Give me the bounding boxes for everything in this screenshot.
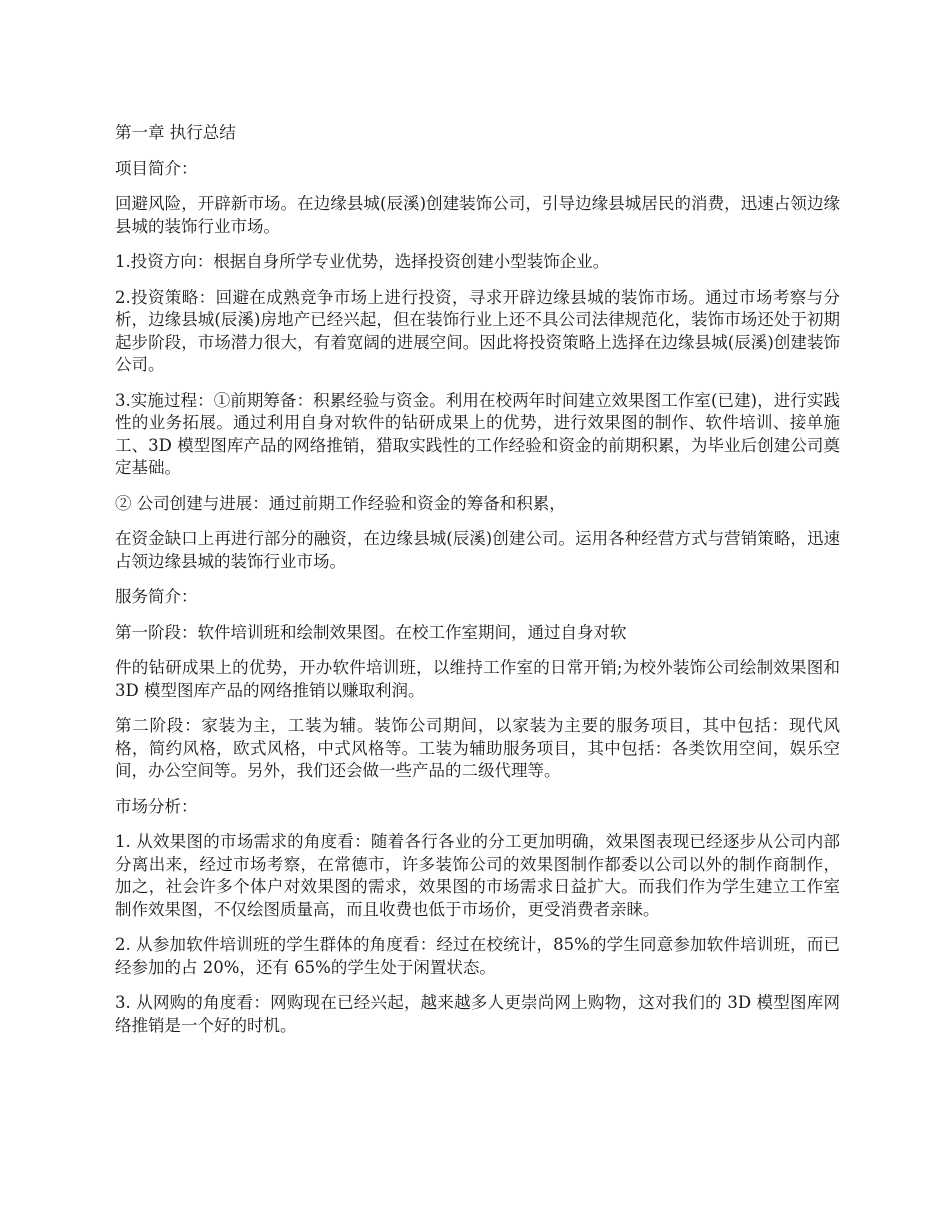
paragraph-market-3: 3. 从网购的角度看：网购现在已经兴起，越来越多人更崇尚网上购物，这对我们的 3D 模型图库网络推销是一个好的时机。 [115,993,840,1035]
paragraph-stage-one-cont: 件的钻研成果上的优势，开办软件培训班，以维持工作室的日常开销;为校外装饰公司绘制效果图和 3D 模型图库产品的网络推销以赚取利润。 [115,658,840,700]
paragraph-investment-strategy: 2.投资策略：回避在成熟竞争市场上进行投资，寻求开辟边缘县城的装饰市场。通过市场考察与分析，边缘县城(辰溪)房地产已经兴起，但在装饰行业上还不具公司法律规范化，装饰市场还处于初期起步阶段，市场潜力很大，有着宽阔的进展空间。因此将投资策略上选择在边缘县城(辰溪)创建装饰公司。 [115,287,840,374]
section-heading-services: 服务简介： [115,587,198,606]
paragraph-implementation: 3.实施过程：①前期筹备：积累经验与资金。利用在校两年时间建立效果图工作室(已建)，进行实践性的业务拓展。通过利用自身对软件的钻研成果上的优势，进行效果图的制作、软件培训、接单施工、3D 模型图库产品的网络推销，猎取实践性的工作经验和资金的前期积累，为毕业后创建公司奠定基础。 [115,390,840,477]
paragraph-company-creation: ② 公司创建与进展：通过前期工作经验和资金的筹备和积累， [115,493,566,513]
paragraph-stage-one: 第一阶段：软件培训班和绘制效果图。在校工作室期间，通过自身对软 [115,622,627,642]
paragraph-stage-two: 第二阶段：家装为主，工装为辅。装饰公司期间，以家装为主要的服务项目，其中包括：现代风格，简约风格，欧式风格，中式风格等。工装为辅助服务项目，其中包括：各类饮用空间，娱乐空间，办公空间等。另外，我们还会做一些产品的二级代理等。 [115,716,840,780]
paragraph-market-2: 2. 从参加软件培训班的学生群体的角度看：经过在校统计，85%的学生同意参加软件培训班，而已经参加的占 20%，还有 65%的学生处于闲置状态。 [115,935,840,977]
section-heading-market: 市场分析： [115,796,198,816]
paragraph-investment-direction: 1.投资方向：根据自身所学专业优势，选择投资创建小型装饰企业。 [115,252,610,271]
paragraph-market-1: 1. 从效果图的市场需求的角度看：随着各行各业的分工更加明确，效果图表现已经逐步从公司内部分离出来，经过市场考察，在常德市，许多装饰公司的效果图制作都委以公司以外的制作商制作，加之，社会许多个体户对效果图的需求，效果图的市场需求日益扩大。而我们作为学生建立工作室制作效果图，不仅绘图质量高，而且收费也低于市场价，更受消费者亲睐。 [115,832,840,919]
chapter-title: 第一章 执行总结 [115,123,236,142]
paragraph-financing: 在资金缺口上再进行部分的融资，在边缘县城(辰溪)创建公司。运用各种经营方式与营销策略，迅速占领边缘县城的装饰行业市场。 [115,529,840,571]
section-heading-project: 项目简介： [115,158,198,178]
paragraph-intro: 回避风险，开辟新市场。在边缘县城(辰溪)创建装饰公司，引导边缘县城居民的消费，迅速占领边缘县城的装饰行业市场。 [115,194,840,236]
document-body [115,122,840,1050]
